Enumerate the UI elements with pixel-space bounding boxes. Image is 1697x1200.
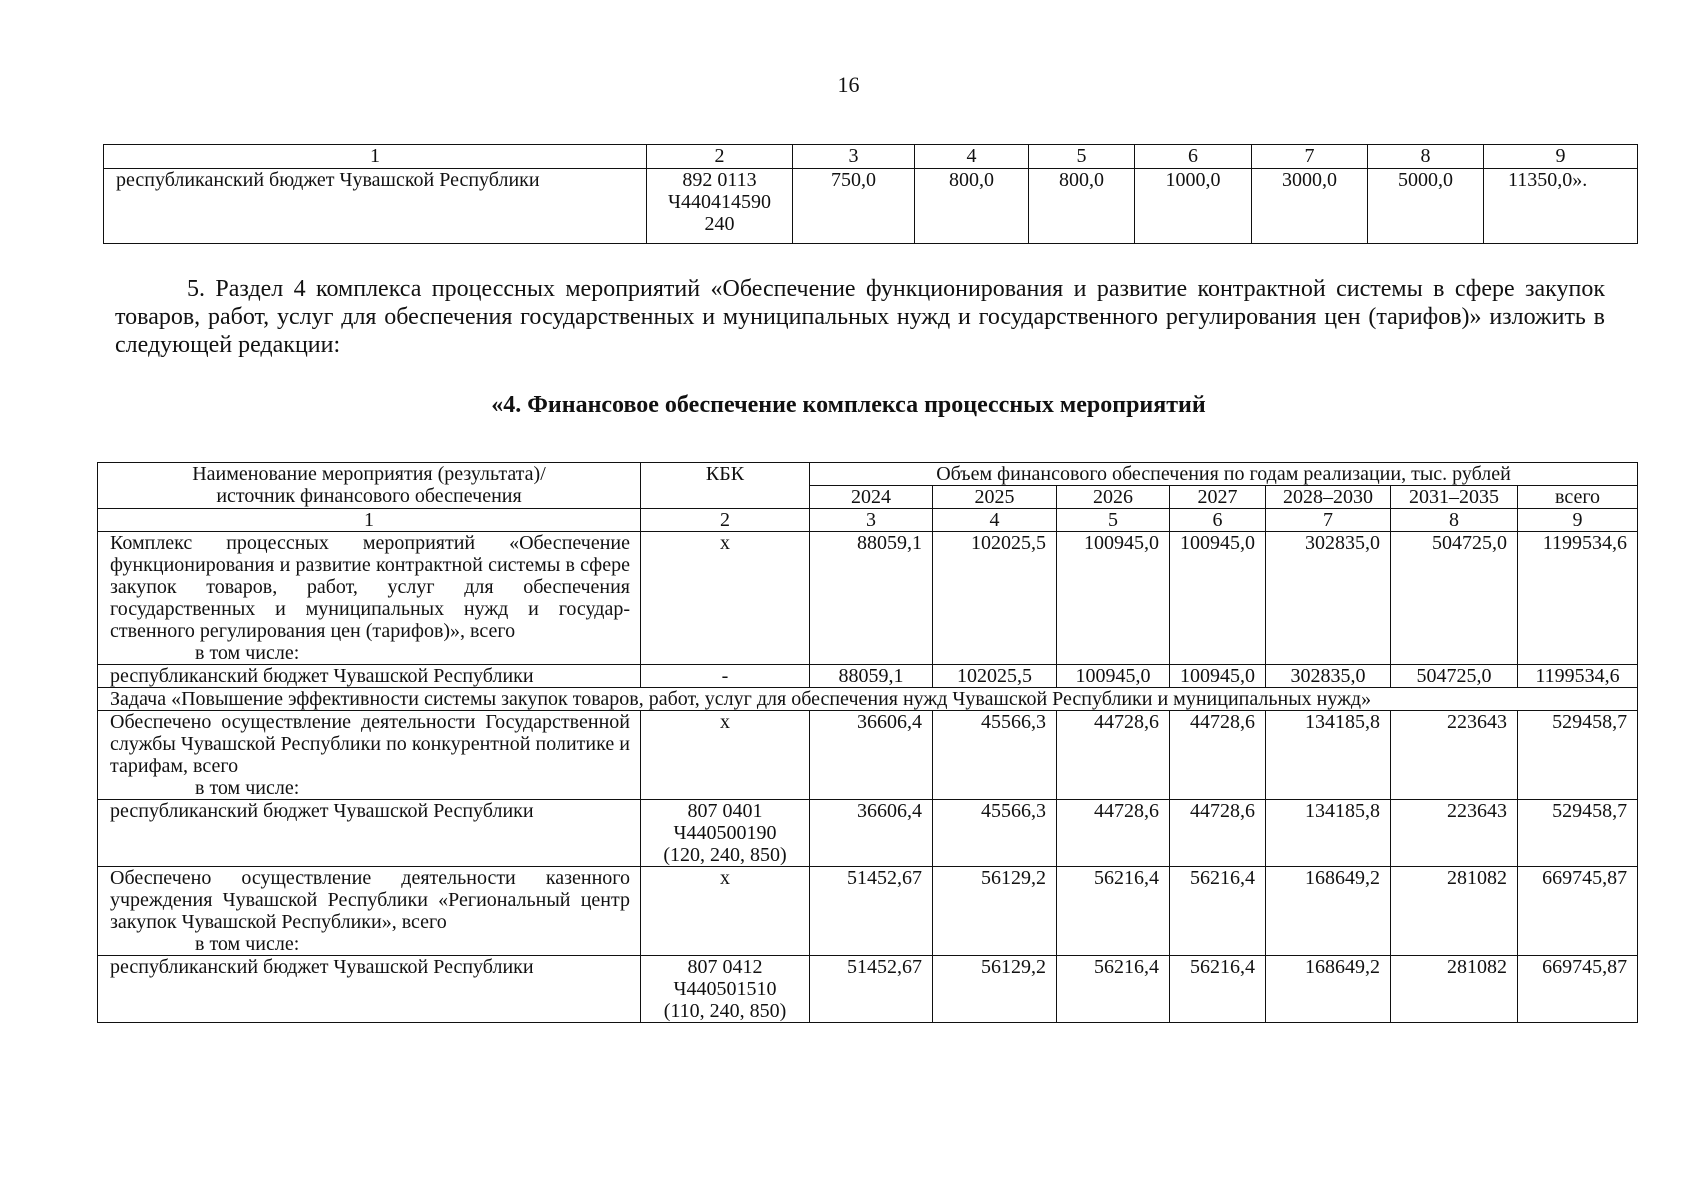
value-cell: 45566,3 <box>933 711 1057 800</box>
value-cell: 669745,87 <box>1518 867 1638 956</box>
value-cell: 134185,8 <box>1266 711 1391 800</box>
value-cell: 134185,8 <box>1266 800 1391 867</box>
row-name <box>98 867 641 956</box>
task-row <box>98 688 1638 711</box>
value-cell: 281082 <box>1391 956 1518 1023</box>
col-num: 3 <box>810 509 933 532</box>
col-num: 2 <box>641 509 810 532</box>
continuation-table <box>103 144 1638 244</box>
value-cell: 1000,0 <box>1135 169 1252 244</box>
value-cell: 223643 <box>1391 711 1518 800</box>
table1-col-num: 9 <box>1484 145 1638 169</box>
header-name-line: Наименование мероприятия (результата)/ <box>192 463 546 485</box>
value-cell: 88059,1 <box>810 665 933 688</box>
header-name-line: источник финансового обеспечения <box>216 485 522 507</box>
value-cell: 56216,4 <box>1170 867 1266 956</box>
value-cell: 1199534,6 <box>1518 665 1638 688</box>
table1-col-num: 8 <box>1368 145 1484 169</box>
value-cell: 3000,0 <box>1252 169 1368 244</box>
header-year: 2026 <box>1057 486 1170 509</box>
table1-col-num: 3 <box>793 145 915 169</box>
value-cell: 45566,3 <box>933 800 1057 867</box>
col-num: 6 <box>1170 509 1266 532</box>
header-year: 2024 <box>810 486 933 509</box>
row-name <box>98 532 641 665</box>
kbk-line: Ч440501510 <box>673 978 777 1000</box>
table1-col-num: 1 <box>104 145 647 169</box>
header-volume: Объем финансового обеспечения по годам реализации, тыс. рублей <box>810 463 1638 486</box>
value-cell: 56216,4 <box>1057 867 1170 956</box>
row-name: республиканский бюджет Чувашской Республики <box>98 956 641 1023</box>
header-year: 2025 <box>933 486 1057 509</box>
value-cell: 100945,0 <box>1057 665 1170 688</box>
header-year: 2027 <box>1170 486 1266 509</box>
value-cell: 100945,0 <box>1170 665 1266 688</box>
value-cell: 56129,2 <box>933 956 1057 1023</box>
value-cell: 51452,67 <box>810 867 933 956</box>
kbk-line: 240 <box>704 213 735 235</box>
table1-col-num: 6 <box>1135 145 1252 169</box>
task-text: Задача «Повышение эффективности системы закупок товаров, работ, услуг для обеспечения нужд Чувашской Республики и муниципальных нужд» <box>98 688 1638 711</box>
financing-table <box>97 462 1638 1023</box>
row-name: республиканский бюджет Чувашской Республики <box>98 665 641 688</box>
value-cell: 44728,6 <box>1057 711 1170 800</box>
table-row <box>98 711 1638 800</box>
value-cell: 56216,4 <box>1170 956 1266 1023</box>
row-kbk <box>641 800 810 867</box>
table-row <box>98 800 1638 867</box>
table-row <box>98 867 1638 956</box>
header-kbk: КБК <box>641 463 810 509</box>
value-cell: 800,0 <box>1029 169 1135 244</box>
header-name <box>98 463 641 509</box>
value-cell: 44728,6 <box>1170 800 1266 867</box>
col-num: 9 <box>1518 509 1638 532</box>
value-cell: 44728,6 <box>1170 711 1266 800</box>
row-name: республиканский бюджет Чувашской Республики <box>98 800 641 867</box>
value-cell: 168649,2 <box>1266 956 1391 1023</box>
in-that-number: в том числе: <box>195 777 300 799</box>
row-name-text: Комплекс процессных мероприятий «Обеспечение функционирования и развитие контрактной системы в сфере закупок товаров, работ, услуг для обеспечения государственных и муниципальных нужд и государственного регулирования цен (тарифов)», всего <box>110 532 630 642</box>
value-cell: 669745,87 <box>1518 956 1638 1023</box>
row-kbk: х <box>641 711 810 800</box>
table1-number-row <box>104 145 1638 169</box>
in-that-number: в том числе: <box>195 642 300 664</box>
value-cell: 56129,2 <box>933 867 1057 956</box>
kbk-line: 807 0401 <box>687 800 763 822</box>
kbk-line: 807 0412 <box>687 956 763 978</box>
value-cell: 102025,5 <box>933 532 1057 665</box>
col-num: 7 <box>1266 509 1391 532</box>
row-name <box>98 711 641 800</box>
table1-col-num: 5 <box>1029 145 1135 169</box>
row-kbk: х <box>641 532 810 665</box>
row-name: республиканский бюджет Чувашской Республики <box>104 169 647 244</box>
value-cell: 504725,0 <box>1391 665 1518 688</box>
table1-col-num: 2 <box>647 145 793 169</box>
row-kbk <box>647 169 793 244</box>
value-cell: 223643 <box>1391 800 1518 867</box>
value-cell: 800,0 <box>915 169 1029 244</box>
value-cell: 529458,7 <box>1518 800 1638 867</box>
total-cell: 11350,0». <box>1484 169 1638 244</box>
table1-col-num: 4 <box>915 145 1029 169</box>
value-cell: 504725,0 <box>1391 532 1518 665</box>
in-that-number: в том числе: <box>195 933 300 955</box>
page-number: 16 <box>837 72 860 97</box>
table1-col-num: 7 <box>1252 145 1368 169</box>
value-cell: 100945,0 <box>1170 532 1266 665</box>
kbk-line: 892 0113 <box>682 169 757 191</box>
row-name-text: Обеспечено осуществление деятельности казенного учреждения Чувашской Республики «Региональный центр закупок Чувашской Республики», всего <box>110 867 630 933</box>
col-num: 4 <box>933 509 1057 532</box>
value-cell: 100945,0 <box>1057 532 1170 665</box>
kbk-line: (120, 240, 850) <box>663 844 787 866</box>
row-kbk <box>641 956 810 1023</box>
value-cell: 281082 <box>1391 867 1518 956</box>
number-row <box>98 509 1638 532</box>
value-cell: 44728,6 <box>1057 800 1170 867</box>
table-row <box>104 169 1638 244</box>
row-name-text: Обеспечено осуществление деятельности Государственной службы Чувашской Республики по конкурентной политике и тарифам, всего <box>110 711 630 777</box>
value-cell: 1199534,6 <box>1518 532 1638 665</box>
header-year: 2031–2035 <box>1391 486 1518 509</box>
value-cell: 36606,4 <box>810 800 933 867</box>
header-row <box>98 463 1638 486</box>
value-cell: 750,0 <box>793 169 915 244</box>
header-year: 2028–2030 <box>1266 486 1391 509</box>
value-cell: 102025,5 <box>933 665 1057 688</box>
value-cell: 56216,4 <box>1057 956 1170 1023</box>
value-cell: 88059,1 <box>810 532 933 665</box>
value-cell: 36606,4 <box>810 711 933 800</box>
value-cell: 529458,7 <box>1518 711 1638 800</box>
kbk-line: Ч440500190 <box>673 822 777 844</box>
value-cell: 5000,0 <box>1368 169 1484 244</box>
table-row <box>98 665 1638 688</box>
table-row <box>98 532 1638 665</box>
col-num: 8 <box>1391 509 1518 532</box>
kbk-line: (110, 240, 850) <box>663 1000 787 1022</box>
value-cell: 168649,2 <box>1266 867 1391 956</box>
col-num: 1 <box>98 509 641 532</box>
row-kbk: х <box>641 867 810 956</box>
value-cell: 51452,67 <box>810 956 933 1023</box>
kbk-line: Ч440414590 <box>668 191 771 213</box>
value-cell: 302835,0 <box>1266 665 1391 688</box>
row-kbk: - <box>641 665 810 688</box>
table-row <box>98 956 1638 1023</box>
value-cell: 302835,0 <box>1266 532 1391 665</box>
section-heading: «4. Финансовое обеспечение комплекса процессных мероприятий <box>491 392 1206 418</box>
col-num: 5 <box>1057 509 1170 532</box>
amendment-paragraph: 5. Раздел 4 комплекса процессных мероприятий «Обеспечение функционирования и развитие контрактной системы в сфере закупок товаров, работ, услуг для обеспечения государственных и муниципальных нужд и государственного регулирования цен (тарифов)» изложить в следующей редакции: <box>115 276 1605 358</box>
header-year: всего <box>1518 486 1638 509</box>
